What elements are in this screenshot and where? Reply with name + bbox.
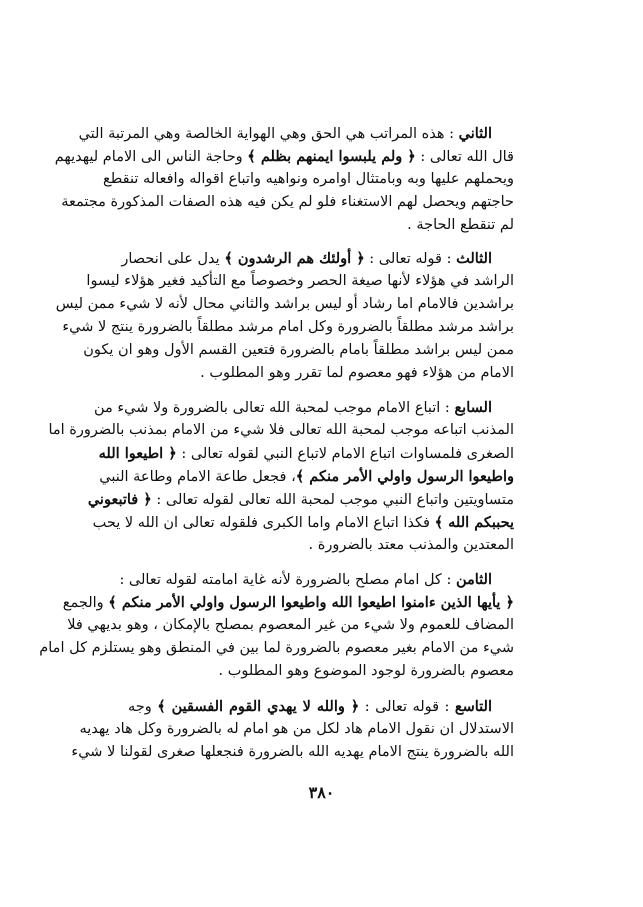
text-segment: قال الله تعالى :	[415, 149, 514, 165]
text-line	[79, 718, 514, 741]
text-line	[98, 442, 514, 465]
bold-text-segment: ﴿ فاتبعوني	[87, 491, 152, 508]
text-segment: متساويتين واتباع النبي موجب لمحبة الله تعالى لقوله تعالى :	[151, 492, 514, 508]
bold-text-segment: ﴿ والله لا يهدي القوم الفسقين ﴾	[157, 698, 360, 715]
text-segment: المضاف للعموم ولا شيء من غير المعصوم بمصلح بالإمكان ، وهو بديهي فلا	[67, 617, 514, 633]
text-line	[62, 591, 514, 614]
bold-text-segment: الثالث	[456, 250, 492, 267]
bold-text-segment: السابع	[454, 399, 492, 416]
text-line	[39, 637, 514, 660]
text-segment: الصغرى فلمساوات اتباع الامام لاتباع النبي لقوله تعالى :	[176, 446, 514, 462]
text-segment: فكذا اتباع الامام واما الكبرى فلقوله تعالى ان الله لا يحب	[92, 515, 435, 531]
text-segment: لم تنقطع الحاجة .	[407, 217, 514, 233]
paragraph-third	[55, 247, 514, 385]
text-line	[48, 419, 514, 442]
bold-text-segment: ﴿ ولم يلبسوا ايمنهم بظلم ﴾	[247, 148, 416, 165]
text-segment: : قوله تعالى :	[364, 251, 457, 267]
text-segment: المعتدين والمذنب معتد بالضرورة .	[308, 537, 514, 553]
bold-text-segment: التاسع	[454, 698, 492, 715]
bold-text-segment: ﴿ اطيعوا الله	[98, 445, 177, 462]
text-segment: وحاجة الناس الى الامام ليهديهم	[54, 149, 248, 165]
text-segment: الراشد في هؤلاء لأنها صيغة الحصر وخصوصاً مع التأكيد فغير هؤلاء ليسوا	[86, 273, 514, 289]
paragraph-second	[54, 122, 514, 237]
text-line	[83, 339, 514, 362]
text-line	[92, 511, 514, 534]
bold-text-segment: واطيعوا الرسول واولي الأمر منكم ﴾	[295, 468, 514, 485]
text-segment: الاستدلال ان نقول الامام هاد لكل من هو امام له بالضرورة وكل هاد يهديه	[79, 721, 514, 737]
paragraph-ninth	[71, 695, 514, 764]
text-segment: والجمع	[62, 595, 109, 611]
text-line	[78, 122, 514, 145]
text-segment: حاجتهم ويحصل لهم الاستغناء فلو لم يكن فيه هذه الصفات المذكورة مجتمعة	[61, 194, 514, 210]
text-segment: المذنب اتباعه موجب لمحبة الله تعالى فلا شيء من الامام بمذنب بالضرورة اما	[48, 422, 514, 438]
text-segment: ويحملهم عليها وبه وبامتثال اوامره ونواهيه واتباع اقواله وافعاله تنقطع	[103, 171, 514, 187]
text-line	[54, 145, 514, 168]
text-segment: ممن ليس براشد مطلقاً بامام بالضرورة فتعين القسم الأول وهو ان يكون	[83, 342, 514, 358]
text-line	[119, 568, 514, 591]
bold-text-segment: يحببكم الله ﴾	[434, 514, 514, 531]
text-line	[128, 695, 514, 718]
text-line	[99, 465, 514, 488]
text-line	[62, 316, 514, 339]
text-segment: ، فجعل طاعة الامام وطاعة النبي	[99, 469, 296, 485]
text-line	[128, 534, 514, 557]
text-segment: براشد مرشد مطلقاً بالضرورة وكل امام مرشد مطلقاً بالضرورة ينتج لا شيء	[62, 319, 514, 335]
text-segment: معصوم بالضرورة لوجود الموضوع وهو المطلوب .	[218, 663, 514, 679]
text-segment: : اتباع الامام موجب لمحبة الله تعالى بالضرورة ولا شيء من	[93, 400, 455, 416]
text-segment: براشدين فالامام اما رشاد أو ليس براشد والثاني محال لأنه لا شيء ممن ليس	[55, 296, 514, 312]
text-line	[128, 362, 514, 385]
bold-text-segment: ﴿ أولئك هم الرشدون ﴾	[224, 250, 365, 267]
text-line	[87, 488, 514, 511]
text-segment: شيء من الامام بغير معصوم بالضرورة لما بين في المنطق وهو يستلزم كل امام	[39, 640, 514, 656]
page-number: ٣٨٠	[308, 783, 335, 802]
text-segment: : هذه المراتب هي الحق وهي الهواية الخالصة وهي المرتبة التي	[78, 126, 459, 142]
bold-text-segment: الثاني	[458, 125, 492, 142]
text-segment: وجه	[128, 699, 158, 715]
text-line	[67, 614, 514, 637]
bold-text-segment: ﴿ يأيها الذين ءامنوا اطيعوا الله واطيعوا الرسول واولي الأمر منكم ﴾	[108, 594, 514, 611]
paragraph-seventh	[48, 396, 514, 557]
text-line	[61, 191, 514, 214]
text-line	[121, 247, 514, 270]
text-segment: : كل امام مصلح بالضرورة لأنه غاية امامته لقوله تعالى :	[119, 572, 456, 588]
text-line	[55, 293, 514, 316]
text-line	[86, 270, 514, 293]
text-line	[71, 741, 514, 764]
text-line	[128, 660, 514, 683]
text-segment: الله بالضرورة ينتج الامام يهديه الله بالضرورة فنجعلها صغرى لقولنا لا شيء	[71, 744, 514, 760]
text-line	[93, 396, 514, 419]
bold-text-segment: الثامن	[455, 571, 492, 588]
text-segment: : قوله تعالى :	[359, 699, 455, 715]
text-line	[128, 214, 514, 237]
text-line	[103, 168, 514, 191]
text-segment: يدل على انحصار	[121, 251, 225, 267]
paragraph-eighth	[39, 568, 514, 683]
text-segment: الامام من هؤلاء فهو معصوم لما تقرر وهو المطلوب .	[200, 365, 514, 381]
